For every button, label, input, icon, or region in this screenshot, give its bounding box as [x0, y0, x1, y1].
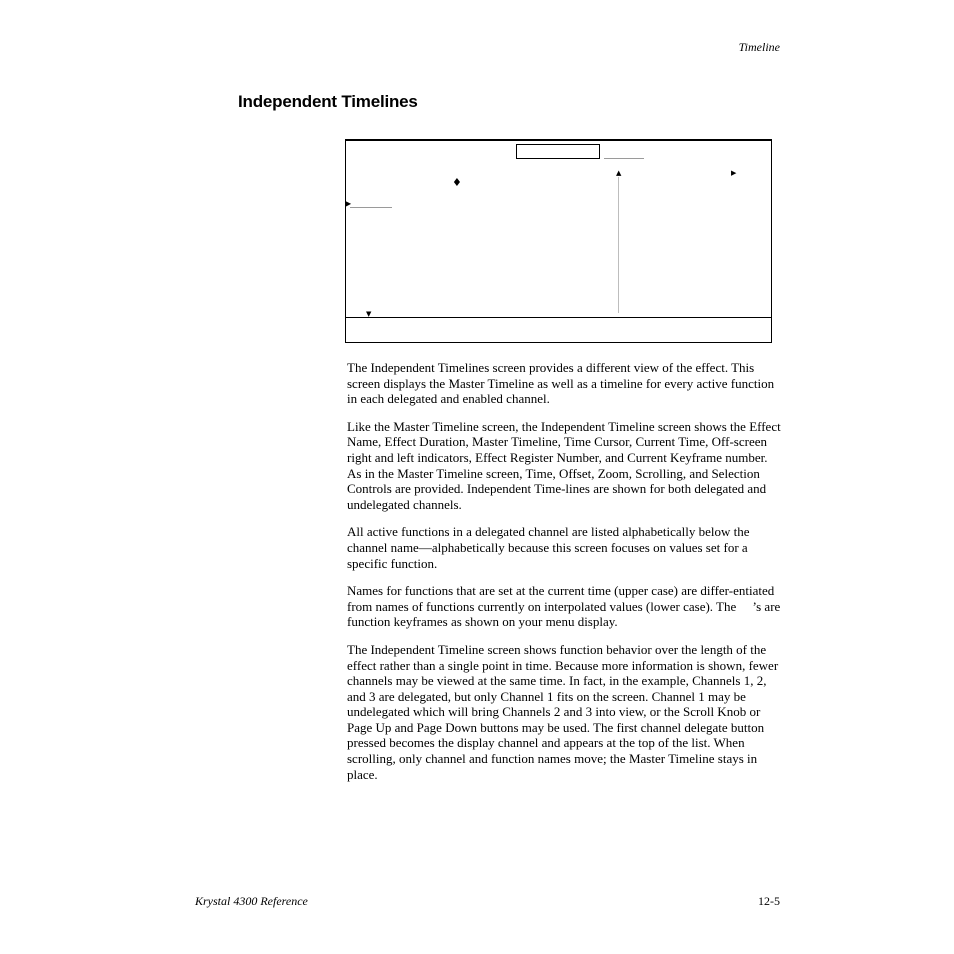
arrow-left-indicator-icon: ▶: [345, 199, 352, 208]
paragraph: All active functions in a delegated channel are listed alphabetically below the channel name—alphabetically because this screen focuses on values set for a specific function.: [347, 524, 750, 571]
time-cursor-line: [618, 177, 619, 313]
paragraph: Names for functions that are set at the current time (upper case) are differ-entiated from names of functions currently on interpolated values (lower case). The ’s are function keyframes as shown on your menu display.: [347, 583, 781, 630]
effect-name-box: [516, 144, 600, 159]
independent-timelines-screen-figure: [345, 139, 772, 343]
arrow-up-icon: ▲: [616, 169, 622, 177]
section-title: Independent Timelines: [238, 92, 418, 111]
effect-duration-line: [604, 158, 644, 159]
body-text: [347, 360, 781, 794]
running-header: Timeline: [738, 40, 780, 54]
footer-page-number: 12-5: [758, 894, 780, 908]
arrow-down-icon: ▼: [366, 310, 372, 318]
footer-book-title: Krystal 4300 Reference: [195, 894, 308, 908]
paragraph: Like the Master Timeline screen, the Independent Timeline screen shows the Effect Name, Effect Duration, Master Timeline, Time Cursor, Current Time, Off-screen right and left indicators, Effect Register Number, and Current Keyframe number. As in the Master Timeline screen, Time, Offset, Zoom, Scrolling, and Selection Controls are provided. Independent Time-lines are shown for both delegated and undelegated channels.: [347, 418, 781, 512]
diamond-keyframe-icon: ♦: [452, 176, 462, 189]
paragraph: The Independent Timeline screen shows function behavior over the length of the effect rather than a single point in time. Because more information is shown, fewer channels may be viewed at the same time. In fact, in the example, Channels 1, 2, and 3 are delegated, but only Channel 1 fits on the screen. Channel 1 may be undelegated which will bring Channels 2 and 3 into view, or the Scroll Knob or Page Up and Page Down buttons may be used. The first channel delegate button pressed becomes the display channel and appears at the top of the list. When scrolling, only channel and function names move; the Master Timeline stays in place.: [347, 641, 779, 782]
master-timeline-line: [350, 207, 392, 208]
arrow-right-icon: ▶: [731, 169, 737, 177]
paragraph: The Independent Timelines screen provides a different view of the effect. This screen displays the Master Timeline as well as a timeline for every active function in each delegated and enabled channel.: [347, 360, 775, 407]
status-bar: [346, 317, 771, 342]
